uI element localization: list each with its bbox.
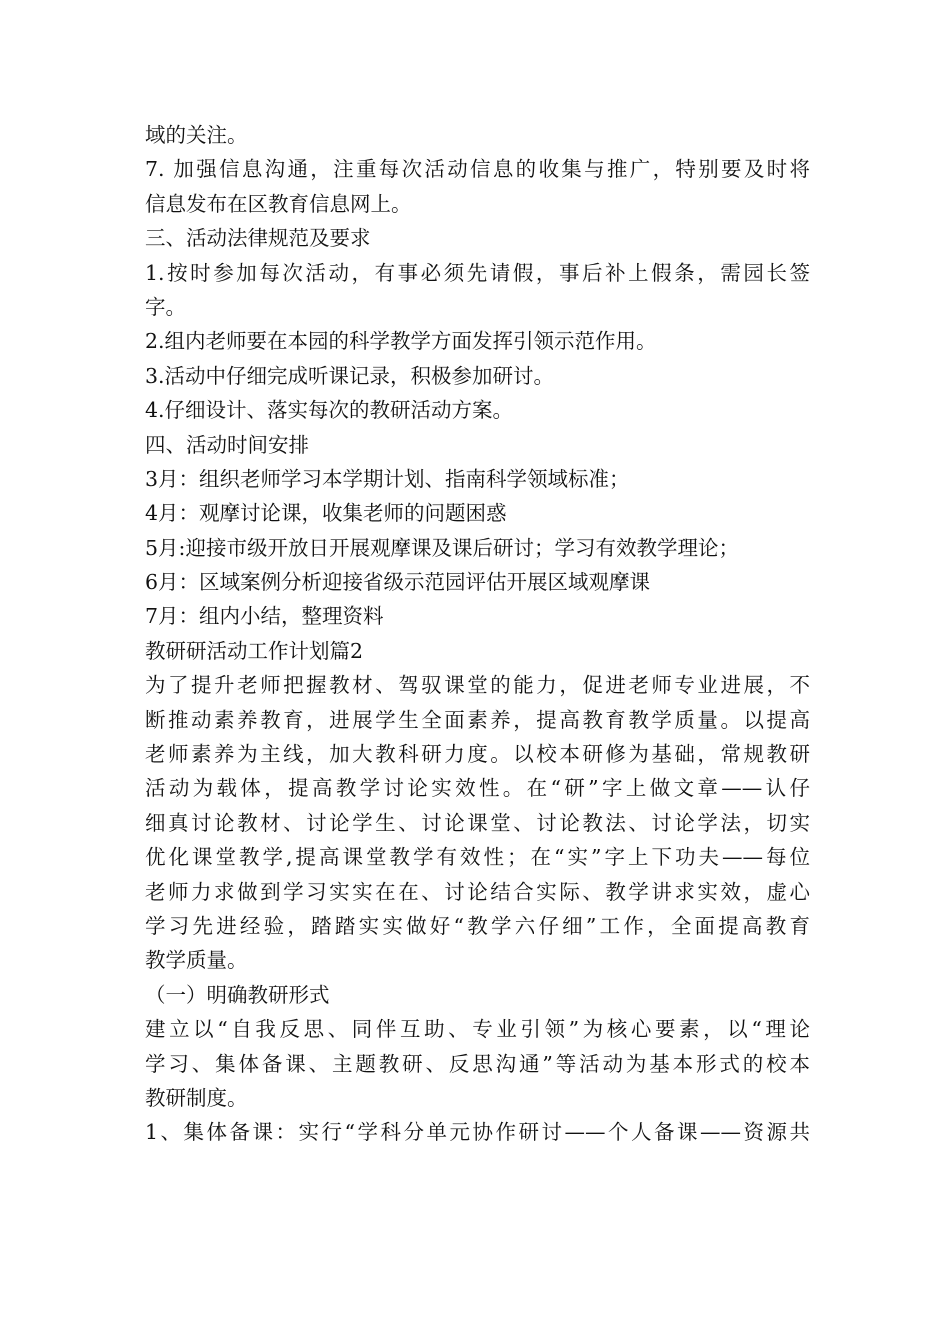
- text-line: 3月：组织老师学习本学期计划、指南科学领域标准；: [145, 466, 630, 491]
- text-line: 建立以“自我反思、同伴互助、专业引领”为核心要素，以“理论: [145, 1017, 810, 1042]
- text-line: 老师力求做到学习实实在在、讨论结合实际、教学讲求实效，虚心: [145, 879, 810, 904]
- text-line: 5月:迎接市级开放日开展观摩课及课后研讨；学习有效教学理论；: [145, 535, 739, 560]
- text-line: 老师素养为主线，加大教科研力度。以校本研修为基础，常规教研: [145, 742, 810, 767]
- document-page: [145, 118, 810, 1150]
- text-line: 3.活动中仔细完成听课记录，积极参加研讨。: [145, 363, 555, 388]
- text-line: 域的关注。: [145, 123, 248, 147]
- text-line: 7. 加强信息沟通，注重每次活动信息的收集与推广，特别要及时将: [145, 157, 810, 182]
- text-line: 活动为载体，提高教学讨论实效性。在“研”字上做文章——认仔: [145, 776, 810, 801]
- text-line: 7月：组内小结，整理资料: [145, 604, 384, 629]
- text-line: 信息发布在区教育信息网上。: [145, 191, 412, 216]
- text-line: 优化课堂教学,提高课堂教学有效性；在“实”字上下功夫——每位: [145, 845, 810, 870]
- text-line: 教研研活动工作计划篇2: [145, 638, 364, 663]
- text-line: 学习、集体备课、主题教研、反思沟通”等活动为基本形式的校本: [145, 1051, 810, 1076]
- text-line: （一）明确教研形式: [145, 982, 330, 1007]
- text-line: 字。: [145, 294, 186, 319]
- text-line: 教研制度。: [145, 1085, 248, 1110]
- text-line: 细真讨论教材、讨论学生、讨论课堂、讨论教法、讨论学法，切实: [145, 810, 810, 835]
- text-line: 6月：区域案例分析迎接省级示范园评估开展区域观摩课: [145, 570, 651, 595]
- text-line: 学习先进经验，踏踏实实做好“教学六仔细”工作，全面提高教育: [145, 913, 810, 938]
- text-line: 1.按时参加每次活动，有事必须先请假，事后补上假条，需园长签: [145, 260, 810, 285]
- text-line: 4月：观摩讨论课，收集老师的问题困惑: [145, 501, 507, 526]
- text-line: 2.组内老师要在本园的科学教学方面发挥引领示范作用。: [145, 329, 657, 354]
- text-line: 教学质量。: [145, 948, 248, 973]
- text-line: 四、活动时间安排: [145, 432, 309, 457]
- text-line: 断推动素养教育，进展学生全面素养，提高教育教学质量。以提高: [145, 707, 810, 732]
- text-line: 三、活动法律规范及要求: [145, 226, 371, 251]
- text-line: 1、集体备课：实行“学科分单元协作研讨——个人备课——资源共: [145, 1120, 810, 1145]
- text-line: 4.仔细设计、落实每次的教研活动方案。: [145, 398, 514, 423]
- text-line: 为了提升老师把握教材、驾驭课堂的能力，促进老师专业进展，不: [145, 673, 810, 698]
